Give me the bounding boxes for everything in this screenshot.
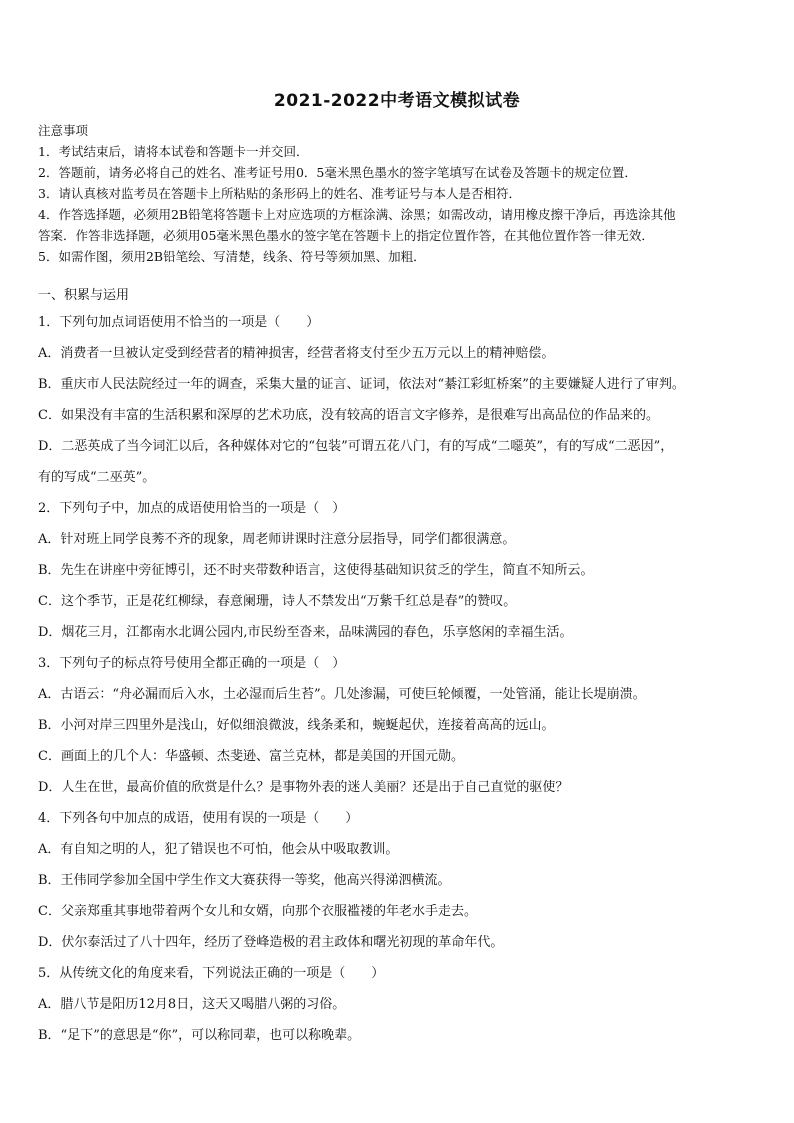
answer-option: D．烟花三月，江都南水北调公园内,市民纷至沓来，品味满园的春色，乐享悠闲的幸福生活。 bbox=[38, 625, 573, 640]
notice-line: 1．考试结束后，请将本试卷和答题卡一并交回． bbox=[38, 144, 309, 159]
question-stem: 4．下列各句中加点的成语，使用有误的一项是（ ） bbox=[38, 811, 359, 826]
answer-option: C．父亲郑重其事地带着两个女儿和女婿，向那个衣服褴褛的年老水手走去。 bbox=[38, 904, 477, 919]
answer-option: A．消费者一旦被认定受到经营者的精神损害，经营者将支付至少五万元以上的精神赔偿。 bbox=[38, 346, 555, 361]
answer-option: A．古语云：“舟必漏而后入水，土必湿而后生苔”。几处渗漏，可使巨轮倾覆，一处管涌，能让长堤崩溃。 bbox=[38, 687, 646, 702]
answer-option: C．这个季节，正是花红柳绿，春意阑珊，诗人不禁发出“万紫千红总是春”的赞叹。 bbox=[38, 594, 517, 609]
answer-option: C．画面上的几个人：华盛顿、杰斐逊、富兰克林，都是美国的开国元勋。 bbox=[38, 749, 464, 764]
answer-option: B．王伟同学参加全国中学生作文大赛获得一等奖，他高兴得涕泗横流。 bbox=[38, 873, 451, 888]
notice-line: 4．作答选择题，必须用2B铅笔将答题卡上对应选项的方框涂满、涂黑；如需改动，请用橡皮擦干净后，再选涂其他 bbox=[38, 207, 676, 222]
page-title: 2021-2022中考语文模拟试卷 bbox=[273, 91, 521, 111]
notice-line: 5．如需作图，须用2B铅笔绘、写清楚，线条、符号等须加黑、加粗． bbox=[38, 249, 426, 264]
answer-option: A．腊八节是阳历12月8日，这天又喝腊八粥的习俗。 bbox=[38, 997, 346, 1012]
question-stem: 2．下列句子中，加点的成语使用恰当的一项是（ ） bbox=[38, 501, 346, 516]
notice-block bbox=[38, 120, 758, 267]
answer-option: D．伏尔泰活过了八十四年，经历了登峰造极的君主政体和曙光初现的革命年代。 bbox=[38, 935, 504, 950]
question-stem: 5．从传统文化的角度来看，下列说法正确的一项是（ ） bbox=[38, 966, 385, 981]
notice-heading: 注意事项 bbox=[38, 123, 89, 138]
answer-option: D．人生在世，最高价值的欣赏是什么？是事物外表的迷人美丽？还是出于自己直觉的驱使？ bbox=[38, 780, 569, 795]
answer-option: B．先生在讲座中旁征博引，还不时夹带数种语言，这使得基础知识贫乏的学生，简直不知所云。 bbox=[38, 563, 594, 578]
notice-line: 2．答题前，请务必将自己的姓名、准考证号用0．5毫米黑色墨水的签字笔填写在试卷及答题卡的规定位置． bbox=[38, 165, 637, 180]
answer-option: B．“足下”的意思是“你”，可以称同辈，也可以称晚辈。 bbox=[38, 1028, 361, 1043]
section-title: 一、积累与运用 bbox=[38, 288, 130, 303]
notice-line: 答案．作答非选择题，必须用05毫米黑色墨水的签字笔在答题卡上的指定位置作答，在其他位置作答一律无效． bbox=[38, 228, 654, 243]
answer-option: B．小河对岸三四里外是浅山，好似细浪微波，线条柔和，蜿蜒起伏，连接着高高的远山。 bbox=[38, 718, 555, 733]
question-stem: 3．下列句子的标点符号使用全都正确的一项是（ ） bbox=[38, 656, 346, 671]
answer-option: C．如果没有丰富的生活积累和深厚的艺术功底，没有较高的语言文字修养，是很难写出高品位的作品来的。 bbox=[38, 408, 659, 423]
question-stem: 1．下列句加点词语使用不恰当的一项是（ ） bbox=[38, 315, 320, 330]
answer-option: A．有自知之明的人，犯了错误也不可怕，他会从中吸取教训。 bbox=[38, 842, 399, 857]
notice-line: 3．请认真核对监考员在答题卡上所粘贴的条形码上的姓名、准考证号与本人是否相符． bbox=[38, 186, 521, 201]
answer-option-continued: 有的写成“二巫英”。 bbox=[38, 470, 156, 485]
answer-option: D．二恶英成了当今词汇以后，各种媒体对它的“包装”可谓五花八门，有的写成“二噁英”，有的写成“二恶因”， bbox=[38, 439, 674, 454]
question-content bbox=[38, 285, 760, 1051]
answer-option: A．针对班上同学良莠不齐的现象，周老师讲课时注意分层指导，同学们都很满意。 bbox=[38, 532, 516, 547]
answer-option: B．重庆市人民法院经过一年的调查，采集大量的证言、证词，依法对“綦江彩虹桥案”的主要嫌疑人进行了审判。 bbox=[38, 377, 685, 392]
